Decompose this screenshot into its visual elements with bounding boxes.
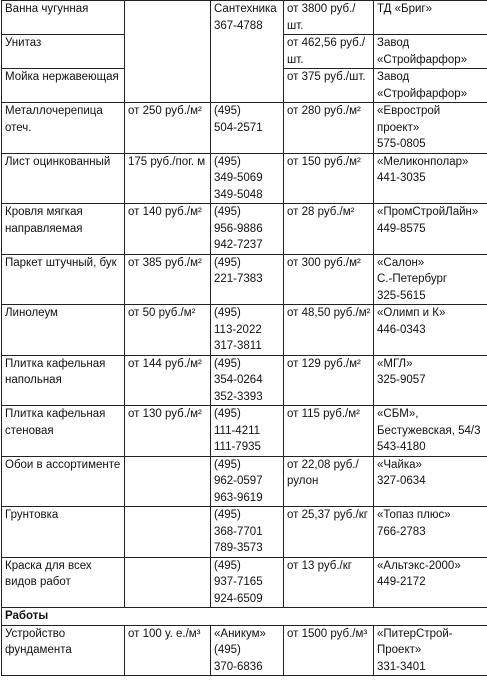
price-supplier-line: от 140 руб./м²	[128, 206, 202, 218]
phone-line: (495)	[214, 644, 241, 656]
name-cell	[2, 204, 125, 255]
price-retail-cell	[284, 406, 374, 457]
phone-line: (495)	[214, 559, 241, 572]
phone-line: 924-6509	[214, 592, 263, 605]
phone-line: (495)	[214, 458, 241, 471]
phone-line: 354-0264	[214, 374, 263, 386]
name-cell	[2, 305, 125, 356]
seller-line: «ПитерСтрой-	[377, 627, 453, 640]
phone-line: (495)	[214, 105, 241, 117]
phone-cell	[211, 625, 284, 676]
seller-line: «ПромСтройЛайн»	[377, 206, 479, 218]
seller-line: 331-3401	[377, 660, 426, 673]
seller-cell	[374, 406, 487, 457]
name-cell	[2, 625, 125, 676]
price-table	[1, 0, 487, 676]
name-cell	[2, 456, 125, 507]
price-supplier-cell	[125, 69, 211, 103]
price-supplier-cell	[125, 103, 211, 154]
seller-line: проект»	[377, 121, 420, 134]
seller-line: 543-4180	[377, 441, 426, 453]
seller-line: «МГЛ»	[377, 357, 413, 370]
price-supplier-line: от 250 руб./м²	[128, 105, 202, 117]
name-line: Обои в ассортименте	[5, 458, 121, 471]
phone-line: 370-6836	[214, 660, 263, 673]
price-supplier-cell	[125, 625, 211, 676]
name-cell	[2, 1, 125, 35]
seller-cell	[374, 456, 487, 507]
phone-line: 113-2022	[214, 323, 262, 336]
phone-line: 962-0597	[214, 475, 263, 487]
seller-cell	[374, 254, 487, 305]
phone-line: (495)	[214, 357, 241, 370]
phone-line: 349-5069	[214, 172, 263, 184]
phone-line: 221-7383	[214, 273, 263, 285]
phone-cell	[211, 35, 284, 69]
name-cell	[2, 69, 125, 103]
phone-line: 504-2571	[214, 121, 263, 134]
seller-line: «Топаз плюс»	[377, 509, 451, 521]
price-supplier-cell	[125, 305, 211, 356]
price-retail-line: от 280 руб./м²	[287, 105, 361, 117]
seller-line: «Альтэкс-2000»	[377, 559, 461, 572]
price-retail-cell	[284, 355, 374, 406]
price-retail-cell	[284, 69, 374, 103]
phone-line: 963-9619	[214, 491, 263, 504]
table-row	[2, 69, 487, 103]
table-row	[2, 204, 487, 255]
price-retail-cell	[284, 204, 374, 255]
name-cell	[2, 355, 125, 406]
price-retail-line: от 462,56 руб./	[287, 37, 366, 49]
name-cell	[2, 103, 125, 154]
phone-cell	[211, 103, 284, 154]
phone-line: «Аникум»	[214, 627, 266, 640]
name-cell	[2, 406, 125, 457]
price-retail-cell	[284, 625, 374, 676]
phone-line: (495)	[214, 256, 241, 269]
seller-line: «Стройфарфор»	[377, 87, 468, 100]
phone-line: Сантехника	[214, 3, 277, 15]
price-retail-line: от 375 руб./шт.	[287, 71, 366, 83]
seller-cell	[374, 1, 487, 35]
phone-line: (495)	[214, 408, 241, 420]
price-supplier-line: от 385 руб./м²	[128, 256, 202, 269]
price-retail-line: от 25,37 руб./кг	[287, 509, 368, 521]
phone-line: 956-9886	[214, 222, 263, 235]
price-supplier-cell	[125, 35, 211, 69]
seller-line: 766-2783	[377, 525, 426, 538]
phone-line: 349-5048	[214, 188, 263, 201]
phone-cell	[211, 153, 284, 204]
price-retail-line: от 1500 руб./м³	[287, 627, 368, 640]
price-retail-cell	[284, 1, 374, 35]
seller-cell	[374, 355, 487, 406]
price-supplier-cell	[125, 254, 211, 305]
seller-cell	[374, 507, 487, 558]
price-retail-line: от 3800 руб./	[287, 3, 356, 15]
seller-line: 449-2172	[377, 576, 426, 588]
price-supplier-line: от 130 руб./м²	[128, 408, 202, 420]
price-supplier-cell	[125, 204, 211, 255]
phone-line: (495)	[214, 155, 241, 168]
price-supplier-line: от 50 руб./м²	[128, 307, 196, 319]
price-supplier-cell	[125, 153, 211, 204]
seller-line: 325-9057	[377, 374, 426, 386]
phone-line: 111-7935	[214, 441, 261, 453]
phone-line: 367-4788	[214, 19, 263, 32]
phone-line: 352-3393	[214, 390, 263, 403]
price-supplier-line: от 100 у. е./м³	[128, 627, 201, 640]
section-row	[2, 608, 487, 626]
price-supplier-cell	[125, 1, 211, 35]
price-retail-line: от 150 руб./м²	[287, 155, 361, 168]
price-supplier-cell	[125, 557, 211, 608]
seller-line: «Олимп и К»	[377, 307, 446, 319]
name-line: напольная	[5, 374, 62, 386]
name-line: Мойка нержавеющая	[5, 71, 119, 83]
phone-cell	[211, 406, 284, 457]
seller-line: 327-0634	[377, 475, 426, 487]
name-line: фундамента	[5, 644, 72, 656]
name-line: Линолеум	[5, 307, 58, 319]
name-line: Унитаз	[5, 37, 42, 49]
phone-cell	[211, 507, 284, 558]
table-row	[2, 153, 487, 204]
name-line: Плитка кафельная	[5, 357, 106, 370]
seller-cell	[374, 557, 487, 608]
name-line: Ванна чугунная	[5, 3, 89, 15]
seller-cell	[374, 69, 487, 103]
name-line: Кровля мягкая	[5, 206, 83, 218]
price-retail-line: от 13 руб./кг	[287, 559, 352, 572]
price-retail-cell	[284, 103, 374, 154]
seller-line: ТД «Бриг»	[377, 3, 432, 15]
seller-line: «Салон»	[377, 256, 425, 269]
table-row	[2, 35, 487, 69]
name-line: Металлочерепица	[5, 105, 103, 117]
seller-line: 446-0343	[377, 323, 426, 336]
table-row	[2, 103, 487, 154]
phone-line: (495)	[214, 307, 241, 319]
seller-cell	[374, 103, 487, 154]
price-retail-line: от 115 руб./м²	[287, 408, 360, 420]
seller-line: С.-Петербург	[377, 273, 448, 285]
name-line: Краска для всех	[5, 559, 92, 572]
seller-cell	[374, 204, 487, 255]
name-line: видов работ	[5, 576, 71, 588]
phone-cell	[211, 1, 284, 35]
name-line: стеновая	[5, 424, 54, 437]
seller-cell	[374, 153, 487, 204]
price-retail-line: от 28 руб./м²	[287, 206, 355, 218]
price-retail-cell	[284, 254, 374, 305]
price-retail-line: шт.	[287, 53, 304, 66]
name-line: Паркет штучный, бук	[5, 256, 117, 269]
phone-line: 317-3811	[214, 340, 262, 352]
price-retail-cell	[284, 557, 374, 608]
seller-line: «Еврострой	[377, 105, 441, 117]
price-supplier-line: от 144 руб./м²	[128, 357, 202, 370]
name-cell	[2, 153, 125, 204]
name-line: Лист оцинкованный	[5, 155, 111, 168]
price-retail-line: от 48,50 руб./м²	[287, 307, 371, 319]
price-retail-cell	[284, 35, 374, 69]
price-retail-cell	[284, 305, 374, 356]
seller-line: Бестужевская, 54/3	[377, 424, 481, 437]
table-row	[2, 355, 487, 406]
table-row	[2, 406, 487, 457]
table-row	[2, 557, 487, 608]
phone-line: 942-7237	[214, 239, 263, 251]
seller-line: 325-5615	[377, 289, 426, 302]
name-line: Устройство	[5, 627, 66, 640]
price-supplier-cell	[125, 456, 211, 507]
phone-line: (495)	[214, 509, 241, 521]
phone-cell	[211, 305, 284, 356]
price-retail-line: от 300 руб./м²	[287, 256, 361, 269]
phone-line: 111-4211	[214, 424, 261, 437]
price-supplier-cell	[125, 355, 211, 406]
name-line: отеч.	[5, 121, 32, 134]
price-retail-cell	[284, 507, 374, 558]
seller-line: 441-3035	[377, 172, 426, 184]
phone-line: 937-7165	[214, 576, 263, 588]
seller-cell	[374, 625, 487, 676]
name-cell	[2, 35, 125, 69]
table-row	[2, 625, 487, 676]
phone-cell	[211, 557, 284, 608]
price-retail-cell	[284, 153, 374, 204]
table-row	[2, 305, 487, 356]
phone-cell	[211, 355, 284, 406]
seller-line: 449-8575	[377, 222, 426, 235]
price-supplier-cell	[125, 507, 211, 558]
name-line: направляемая	[5, 222, 83, 235]
seller-line: Завод	[377, 71, 410, 83]
table-row	[2, 1, 487, 35]
price-retail-line: шт.	[287, 19, 304, 32]
table-row	[2, 254, 487, 305]
seller-cell	[374, 305, 487, 356]
phone-cell	[211, 204, 284, 255]
seller-line: «Стройфарфор»	[377, 53, 468, 66]
name-cell	[2, 557, 125, 608]
price-retail-cell	[284, 456, 374, 507]
name-cell	[2, 507, 125, 558]
price-retail-line: рулон	[287, 475, 319, 487]
name-line: Грунтовка	[5, 509, 59, 521]
price-supplier-cell	[125, 406, 211, 457]
seller-cell	[374, 35, 487, 69]
seller-line: Завод	[377, 37, 410, 49]
phone-cell	[211, 69, 284, 103]
price-retail-line: от 22,08 руб./	[287, 458, 359, 471]
phone-line: 368-7701	[214, 525, 263, 538]
seller-line: «СБМ»,	[377, 408, 419, 420]
name-cell	[2, 254, 125, 305]
phone-line: 789-3573	[214, 542, 263, 554]
seller-line: «Меликонполар»	[377, 155, 469, 168]
name-line: Плитка кафельная	[5, 408, 106, 420]
phone-cell	[211, 254, 284, 305]
seller-line: Проект»	[377, 644, 422, 656]
table-row	[2, 456, 487, 507]
seller-line: 575-0805	[377, 138, 426, 150]
section-title: Работы	[2, 608, 487, 626]
price-supplier-line: 175 руб./пог. м	[128, 155, 206, 168]
phone-line: (495)	[214, 206, 241, 218]
phone-cell	[211, 456, 284, 507]
table-row	[2, 507, 487, 558]
price-table-body	[2, 1, 487, 676]
seller-line: «Чайка»	[377, 458, 422, 471]
price-retail-line: от 129 руб./м²	[287, 357, 361, 370]
